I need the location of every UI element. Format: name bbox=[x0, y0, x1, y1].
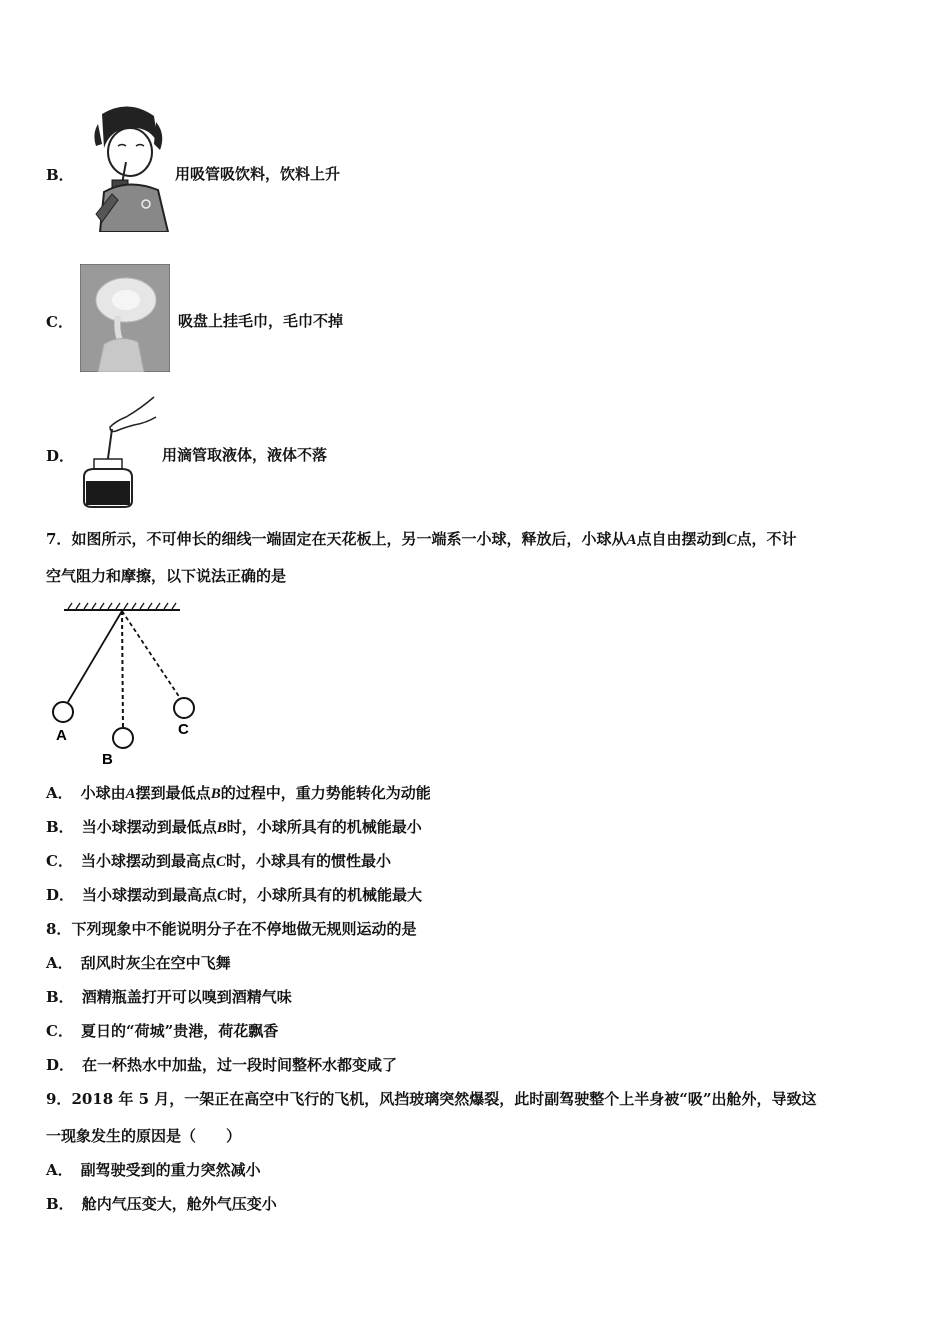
question-7-line1: 7．如图所示，不可伸长的细线一端固定在天花板上，另一端系一小球，释放后，小球从A点自由摆动到C点，不计 bbox=[46, 530, 797, 548]
string-a bbox=[68, 611, 122, 702]
question-7-option-a: A． 小球由A摆到最低点B的过程中，重力势能转化为动能 bbox=[46, 784, 431, 802]
question-8-number: 8． bbox=[46, 920, 72, 938]
question-8-option-d: D． 在一杯热水中加盐，过一段时间整杯水都变咸了 bbox=[46, 1056, 398, 1074]
ceiling-hatching bbox=[68, 603, 176, 609]
ball-b bbox=[113, 728, 133, 748]
question-7-line2: 空气阻力和摩擦，以下说法正确的是 bbox=[46, 567, 287, 585]
string-c bbox=[122, 611, 180, 698]
option-b-text: 用吸管吸饮料，饮料上升 bbox=[175, 165, 341, 183]
question-9-option-a: A． 副驾驶受到的重力突然减小 bbox=[46, 1161, 261, 1179]
pendulum-diagram bbox=[44, 598, 204, 768]
question-9-option-b: B． 舱内气压变大，舱外气压变小 bbox=[46, 1195, 277, 1213]
dropper-illustration bbox=[80, 395, 158, 511]
question-7-option-d: D． 当小球摆动到最高点C时，小球所具有的机械能最大 bbox=[46, 886, 423, 904]
label-b: B bbox=[102, 751, 113, 768]
label-c: C bbox=[178, 721, 189, 738]
question-9-number: 9． bbox=[46, 1090, 72, 1108]
string-b bbox=[122, 611, 123, 728]
question-8-option-c: C． 夏日的“荷城”贵港，荷花飘香 bbox=[46, 1022, 279, 1040]
label-a: A bbox=[56, 727, 67, 744]
question-8-option-a: A． 刮风时灰尘在空中飞舞 bbox=[46, 954, 231, 972]
option-d-text: 用滴管取液体，液体不落 bbox=[162, 446, 328, 464]
suction-cup-photo bbox=[80, 264, 170, 372]
option-letter-c: C． bbox=[46, 313, 73, 331]
question-9-line1: 9．2018 年 5 月，一架正在高空中飞行的飞机，风挡玻璃突然爆裂，此时副驾驶整个上半身被“吸”出舱外，导致这 bbox=[46, 1090, 817, 1108]
option-c-text: 吸盘上挂毛巾，毛巾不掉 bbox=[178, 312, 344, 330]
question-7-option-c: C． 当小球摆动到最高点C时，小球具有的惯性最小 bbox=[46, 852, 391, 870]
ball-a bbox=[53, 702, 73, 722]
question-9-line2: 一现象发生的原因是（ ） bbox=[46, 1127, 242, 1145]
question-7-option-b: B． 当小球摆动到最低点B时，小球所具有的机械能最小 bbox=[46, 818, 422, 836]
question-8-stem: 8．下列现象中不能说明分子在不停地做无规则运动的是 bbox=[46, 920, 417, 938]
question-7-number: 7． bbox=[46, 530, 72, 548]
question-8-option-b: B． 酒精瓶盖打开可以嗅到酒精气味 bbox=[46, 988, 292, 1006]
option-letter-b: B． bbox=[46, 166, 74, 184]
ball-c bbox=[174, 698, 194, 718]
girl-drinking-illustration bbox=[88, 104, 170, 232]
option-letter-d: D． bbox=[46, 447, 75, 465]
